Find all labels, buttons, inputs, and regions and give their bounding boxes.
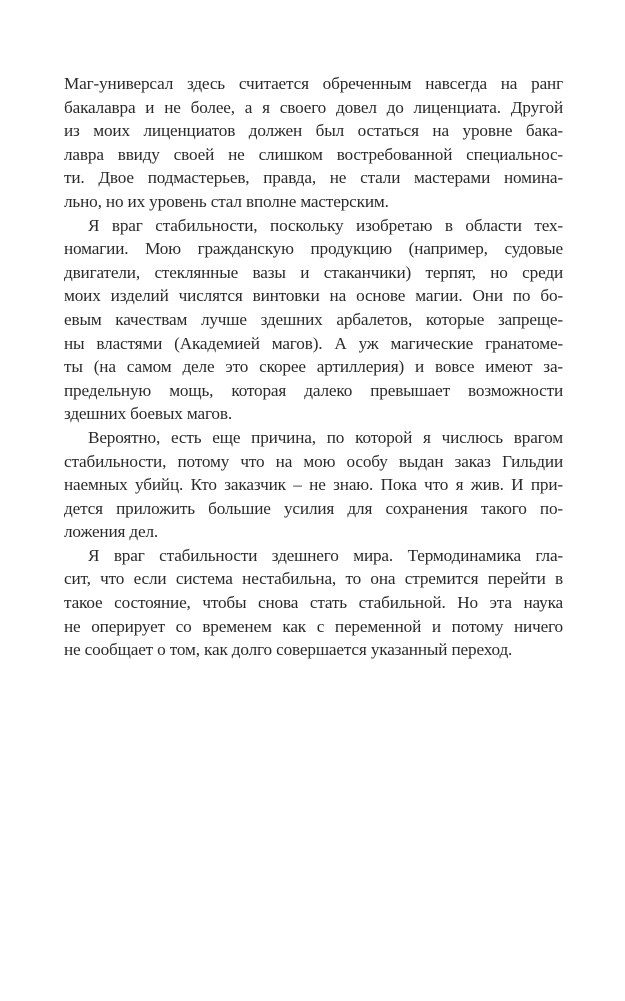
text-line: евым качествам лучше здешних арбалетов, которые запреще-	[64, 309, 563, 329]
paragraph	[64, 426, 563, 544]
text-line: моих изделий числятся винтовки на основе магии. Они по бо-	[64, 286, 563, 306]
text-line: номагии. Мою гражданскую продукцию (например, судовые	[64, 239, 563, 259]
text-line: дется приложить большие усилия для сохранения такого по-	[64, 498, 563, 518]
text-line: Я враг стабильности, поскольку изобретаю в области тех-	[88, 215, 563, 235]
text-line: двигатели, стеклянные вазы и стаканчики) терпят, но среди	[64, 262, 563, 282]
text-line: ны властями (Академией магов). А уж магические гранатоме-	[64, 333, 563, 353]
text-line: Я враг стабильности здешнего мира. Термодинамика гла-	[88, 545, 563, 565]
text-line: лавра ввиду своей не слишком востребованной специальнос-	[64, 144, 563, 164]
text-line: сит, что если система нестабильна, то она стремится перейти в	[64, 569, 563, 589]
text-line: наемных убийц. Кто заказчик – не знаю. Пока что я жив. И при-	[64, 475, 563, 495]
paragraph	[64, 544, 563, 662]
text-line: ти. Двое подмастерьев, правда, не стали мастерами номина-	[64, 168, 563, 188]
text-line: Маг-универсал здесь считается обреченным навсегда на ранг	[64, 74, 563, 93]
text-line: Вероятно, есть еще причина, по которой я числюсь врагом	[88, 427, 563, 447]
text-line: ты (на самом деле это скорее артиллерия) и вовсе имеют за-	[64, 357, 563, 377]
text-line: льно, но их уровень стал вполне мастерским.	[64, 191, 389, 211]
paragraph	[64, 214, 563, 426]
text-line: не оперирует со временем как с переменной и потому ничего	[64, 616, 563, 636]
text-line: стабильности, потому что на мою особу выдан заказ Гильдии	[64, 451, 563, 471]
text-line: здешних боевых магов.	[64, 404, 232, 424]
text-line: из моих лиценциатов должен был остаться на уровне бака-	[64, 121, 563, 141]
paragraph	[64, 72, 563, 214]
text-line: не сообщает о том, как долго совершается указанный переход.	[64, 640, 513, 660]
page-text	[64, 72, 563, 662]
text-line: предельную мощь, которая далеко превышает возможности	[64, 380, 563, 400]
text-line: бакалавра и не более, а я своего довел до лиценциата. Другой	[64, 97, 563, 117]
text-line: ложения дел.	[64, 522, 159, 542]
text-line: такое состояние, чтобы снова стать стабильной. Но эта наука	[64, 593, 563, 613]
